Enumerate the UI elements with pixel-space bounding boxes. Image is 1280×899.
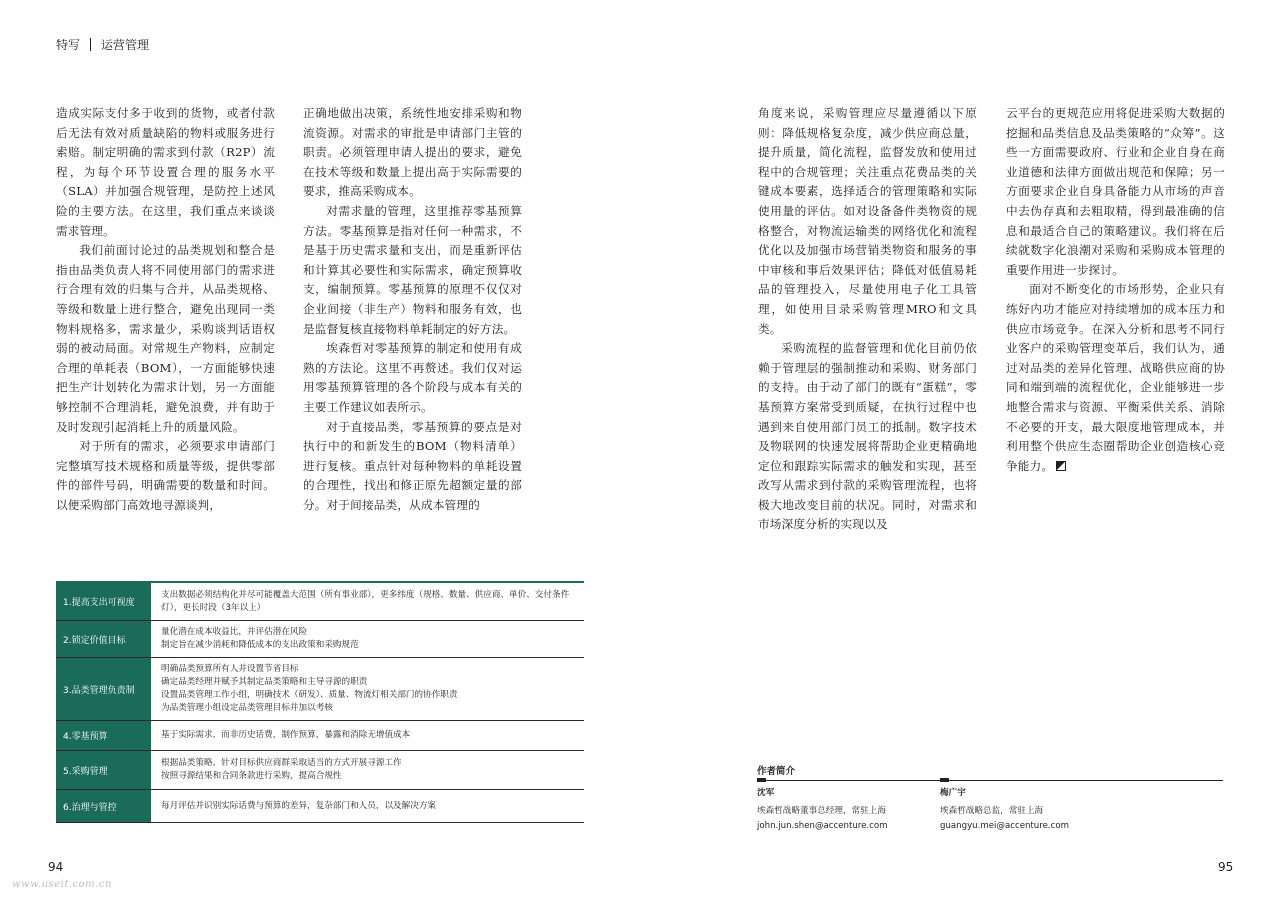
- table-row-content: [151, 721, 584, 750]
- table-cell-line: 明确品类预算所有人并设置节省目标: [161, 664, 299, 674]
- watermark: www.useit.com.cn: [12, 879, 112, 890]
- author-name: 梅广宇: [940, 788, 966, 798]
- table-row-label: 4.零基预算: [56, 721, 151, 750]
- table-row-label: 1.提高支出可视度: [56, 583, 151, 620]
- table-cell-line: 为品类管理小组设定品类管理目标并加以考核: [161, 703, 333, 713]
- author-card: [757, 786, 888, 834]
- table-row-content: [151, 621, 584, 657]
- paragraph: 面对不断变化的市场形势，企业只有练好内功才能应对持续增加的成本压力和供应市场竞争。在深入分析和思考不同行业客户的采购管理变革后，我们认为，通过对品类的差异化管理、战略供应商的协同和端到端的流程优化，企业能够进一步地整合需求与资源、平衡采供关系、消除不必要的开支，最大限度地管理成本，并利用整个供应生态圈帮助企业创造核心竞争能力。: [1006, 282, 1225, 473]
- table-cell-line: 根据品类策略，针对目标供应商群采取适当的方式开展寻源工作: [161, 758, 402, 768]
- table-row-content: [151, 790, 584, 822]
- paragraph: 采购流程的监督管理和优化目前仍依赖于管理层的强制推动和采购、财务部门的支持。由于动了部门的既有“蛋糕”，零基预算方案常受到质疑，在执行过程中也遇到来自使用部门员工的抵制。数字技术及物联网的快速发展将帮助企业更精确地定位和跟踪实际需求的触发和实现，甚至改写从需求到付款的采购管理流程，也将极大地改变目前的状况。同时，对需求和市场深度分析的实现以及: [758, 341, 977, 532]
- text-column-3: [758, 104, 977, 535]
- paragraph: 我们前面讨论过的品类规划和整合是指由品类负责人将不同使用部门的需求进行合理有效的归集与合并，从品类规格、等级和数量上进行整合，避免出现同一类物料规格多，需求量少，采购谈判话语权弱的被动局面。对常规生产物料，应制定合理的单耗表（BOM），一方面能够快速把生产计划转化为需求计划，另一方面能够控制不合理消耗，避免浪费，并有助于及时发现引起消耗上升的质量风险。: [56, 243, 275, 434]
- header-divider: [90, 38, 91, 51]
- paragraph: 角度来说，采购管理应尽量遵循以下原则：降低规格复杂度，减少供应商总量，提升质量，简化流程，监督发放和使用过程中的合规管理；关注重点花费品类的关键成本要素，选择适合的管理策略和实际使用量的评估。如对设备备件类物资的规格整合，对物流运输类的网络优化和流程优化以及加强市场营销类物资和服务的事中审核和事后效果评估；降低对低值易耗品的管理投入，尽量使用电子化工具管理，如使用目录采购管理MRO和文具类。: [758, 106, 977, 336]
- table-row: [56, 790, 584, 823]
- page-number-right: 95: [1218, 860, 1234, 874]
- paragraph: 对需求量的管理，这里推荐零基预算方法。零基预算是指对任何一种需求，不是基于历史需求量和支出，而是重新评估和计算其必要性和实际需求，确定预算收支，编制预算。零基预算的原理不仅仅对企业间接（非生产）物料和服务有效，也是监督复核直接物料单耗制定的好方法。: [303, 203, 522, 336]
- author-tick: [757, 778, 766, 782]
- paragraph: 对于所有的需求，必须要求申请部门完整填写技术规格和质量等级，提供零部件的部件号码，明确需要的数量和时间。以便采购部门高效地寻源谈判，: [56, 439, 275, 512]
- table-row: [56, 751, 584, 790]
- text-column-2: [303, 104, 522, 515]
- table-row-content: [151, 751, 584, 789]
- table-row: [56, 721, 584, 751]
- table-row: [56, 658, 584, 721]
- text-column-1: [56, 104, 275, 515]
- author-email[interactable]: john.jun.shen@accenture.com: [757, 821, 888, 831]
- table-row-label: 3.品类管理负责制: [56, 658, 151, 720]
- table-row: [56, 621, 584, 658]
- table-cell-line: 设置品类管理工作小组，明确技术（研发）、质量、物流灯相关部门的协作职责: [161, 690, 458, 700]
- budget-table: [56, 581, 584, 823]
- table-cell-line: 确定品类经理并赋予其制定品类策略和主导寻源的职责: [161, 677, 368, 687]
- author-heading: 作者简介: [757, 766, 796, 777]
- author-title: 埃森哲战略董事总经理，常驻上海: [757, 806, 886, 816]
- author-divider: [757, 780, 1223, 781]
- author-name: 沈军: [757, 788, 775, 798]
- section-label: 特写: [56, 38, 81, 52]
- table-row: [56, 583, 584, 621]
- table-cell-line: 每月评估并识别实际话费与预算的差异，复杂部门和人员，以及解决方案: [161, 800, 437, 811]
- table-row-label: 2.锁定价值目标: [56, 621, 151, 657]
- table-cell-line: 制定旨在减少消耗和降低成本的支出政策和采购规范: [161, 640, 359, 650]
- article-end-icon: [1056, 461, 1066, 471]
- author-email[interactable]: guangyu.mei@accenture.com: [940, 821, 1069, 831]
- table-row-content: [151, 583, 584, 620]
- running-header: [56, 36, 149, 53]
- table-cell-line: 按照寻源结果和合同条款进行采购，提高合规性: [161, 771, 342, 781]
- author-card: [940, 786, 1069, 834]
- table-row-label: 5.采购管理: [56, 751, 151, 789]
- table-cell-line: 支出数据必须结构化并尽可能覆盖大范围（所有事业部），更多纬度（规格、数量、供应商、单价、交付条件灯），更长时段（3年以上）: [161, 589, 570, 613]
- table-row-content: [151, 658, 584, 720]
- text-column-4: [1006, 104, 1225, 476]
- paragraph: 造成实际支付多于收到的货物，或者付款后无法有效对质量缺陷的物料或服务进行索赔。制定明确的需求到付款（R2P）流程，为每个环节设置合理的服务水平（SLA）并加强合规管理，是防控上述风险的主要方法。在这里，我们重点来谈谈需求管理。: [56, 106, 275, 238]
- table-cell-line: 量化潜在成本收益比，并评估潜在风险: [161, 627, 308, 637]
- paragraph: 对于直接品类，零基预算的要点是对执行中的和新发生的BOM（物料清单）进行复核。重点针对每种物料的单耗设置的合理性，找出和修正原先超额定量的部分。对于间接品类，从成本管理的: [303, 419, 522, 512]
- table-row-label: 6.治理与管控: [56, 790, 151, 822]
- author-title: 埃森哲战略总监，常驻上海: [940, 806, 1044, 816]
- table-cell-line: 基于实际需求，而非历史话费，制作预算，暴露和消除无增值成本: [161, 730, 411, 740]
- paragraph: 云平台的更规范应用将促进采购大数据的挖掘和品类信息及品类策略的“众筹”。这些一方面需要政府、行业和企业自身在商业道德和法律方面做出规范和保障；另一方面要求企业自身具备能力从市场的声音中去伪存真和去粗取精，得到最准确的信息和最适合自己的策略建议。我们将在后续就数字化浪潮对采购和采购成本管理的重要作用进一步探讨。: [1006, 106, 1225, 277]
- author-tick: [940, 778, 949, 782]
- section-title: 运营管理: [101, 38, 150, 52]
- paragraph: 正确地做出决策，系统性地安排采购和物流资源。对需求的审批是申请部门主管的职责。必须管理申请人提出的要求，避免在技术等级和数量上提出高于实际需要的要求，推高采购成本。: [303, 106, 522, 199]
- paragraph: 埃森哲对零基预算的制定和使用有成熟的方法论。这里不再赘述。我们仅对运用零基预算管理的各个阶段与成本有关的主要工作建议如表所示。: [303, 341, 522, 414]
- page-number-left: 94: [48, 860, 64, 874]
